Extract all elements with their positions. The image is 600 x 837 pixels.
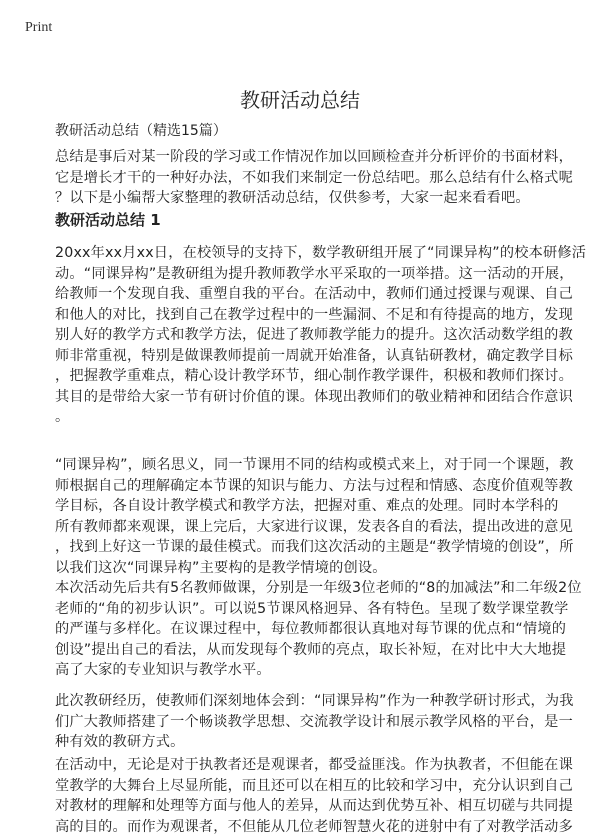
subtitle: 教研活动总结（精选15篇） xyxy=(55,120,227,140)
text-line: 它是增长才干的一种好办法，不如我们来制定一份总结吧。那么总结有什么格式呢 xyxy=(55,168,555,189)
text-line: 。 xyxy=(55,407,555,428)
text-line: 堂教学的大舞台上尽显所能，而且还可以在相互的比较和学习中，充分认识到自己 xyxy=(55,776,555,797)
page-title: 教研活动总结 xyxy=(0,84,600,113)
text-line: 其目的是带给大家一节有研讨价值的课。体现出教师们的敬业精神和团结合作意识 xyxy=(55,387,555,408)
text-line: 对教材的理解和处理等方面与他人的差异，从而达到优势互补、相互切磋与共同提 xyxy=(55,796,555,817)
text-line: 种有效的教研方式。 xyxy=(55,732,555,753)
text-line: 的严谨与多样化。在议课过程中，每位教师都很认真地对每节课的优点和“情境的 xyxy=(55,619,555,640)
text-line: “同课异构”，顾名思义，同一节课用不同的结构或模式来上，对于同一个课题，教 xyxy=(55,455,555,476)
intro-paragraph xyxy=(55,147,555,209)
section-heading: 教研活动总结 1 xyxy=(55,209,161,230)
text-line: 给教师一个发现自我、重塑自我的平台。在活动中，教师们通过授课与观课、自己 xyxy=(55,284,555,305)
text-line: 总结是事后对某一阶段的学习或工作情况作加以回顾检查并分析评价的书面材料， xyxy=(55,147,555,168)
paragraph xyxy=(55,455,555,578)
text-line: 师非常重视，特别是做课教师提前一周就开始准备，认真钻研教材，确定教学目标 xyxy=(55,346,555,367)
text-line: 20xx年xx月xx日，在校领导的支持下，数学教研组开展了“同课异构”的校本研修活 xyxy=(55,243,555,264)
text-line: 此次教研经历，使教师们深刻地体会到：“同课异构”作为一种教学研讨形式，为我 xyxy=(55,691,555,712)
text-line: 高的目的。而作为观课者，不但能从几位老师智慧火花的迸射中有了对教学活动多 xyxy=(55,817,555,837)
text-line: ，把握教学重难点，精心设计教学环节，细心制作教学课件，积极和教师们探讨。 xyxy=(55,366,555,387)
text-line: ？以下是小编帮大家整理的教研活动总结，仅供参考，大家一起来看看吧。 xyxy=(55,188,555,209)
paragraph xyxy=(55,243,555,428)
text-line: 动。“同课异构”是教研组为提升教师教学水平采取的一项举措。这一活动的开展， xyxy=(55,264,555,285)
text-line: 以我们这次“同课异构”主要构的是教学情境的创设。 xyxy=(55,558,555,579)
text-line: 和他人的对比，找到自己在教学过程中的一些漏洞、不足和有待提高的地方，发现 xyxy=(55,305,555,326)
paragraph xyxy=(55,578,555,681)
text-line: 在活动中，无论是对于执教者还是观课者，都受益匪浅。作为执教者，不但能在课 xyxy=(55,755,555,776)
text-line: 师根据自己的理解确定本节课的知识与能力、方法与过程和情感、态度价值观等教 xyxy=(55,476,555,497)
text-line: ，找到上好这一节课的最佳模式。而我们这次活动的主题是“教学情境的创设”，所 xyxy=(55,537,555,558)
text-line: 创设”提出自己的看法，从而发现每个教师的亮点，取长补短，在对比中大大地提 xyxy=(55,640,555,661)
text-line: 高了大家的专业知识与教学水平。 xyxy=(55,660,555,681)
text-line: 本次活动先后共有5名教师做课，分别是一年级3位老师的“8的加减法”和二年级2位 xyxy=(55,578,555,599)
print-link[interactable]: Print xyxy=(25,20,52,36)
text-line: 所有教师都来观课，课上完后，大家进行议课，发表各自的看法，提出改进的意见 xyxy=(55,517,555,538)
paragraph xyxy=(55,755,555,837)
paragraph xyxy=(55,691,555,753)
text-line: 别人好的教学方式和教学方法，促进了教师教学能力的提升。这次活动数学组的教 xyxy=(55,325,555,346)
text-line: 学目标，各自设计教学模式和教学方法，把握对重、难点的处理。同时本学科的 xyxy=(55,496,555,517)
text-line: 老师的“角的初步认识”。可以说5节课风格迥异、各有特色。呈现了数学课堂教学 xyxy=(55,599,555,620)
text-line: 们广大教师搭建了一个畅谈教学思想、交流教学设计和展示教学风格的平台，是一 xyxy=(55,712,555,733)
